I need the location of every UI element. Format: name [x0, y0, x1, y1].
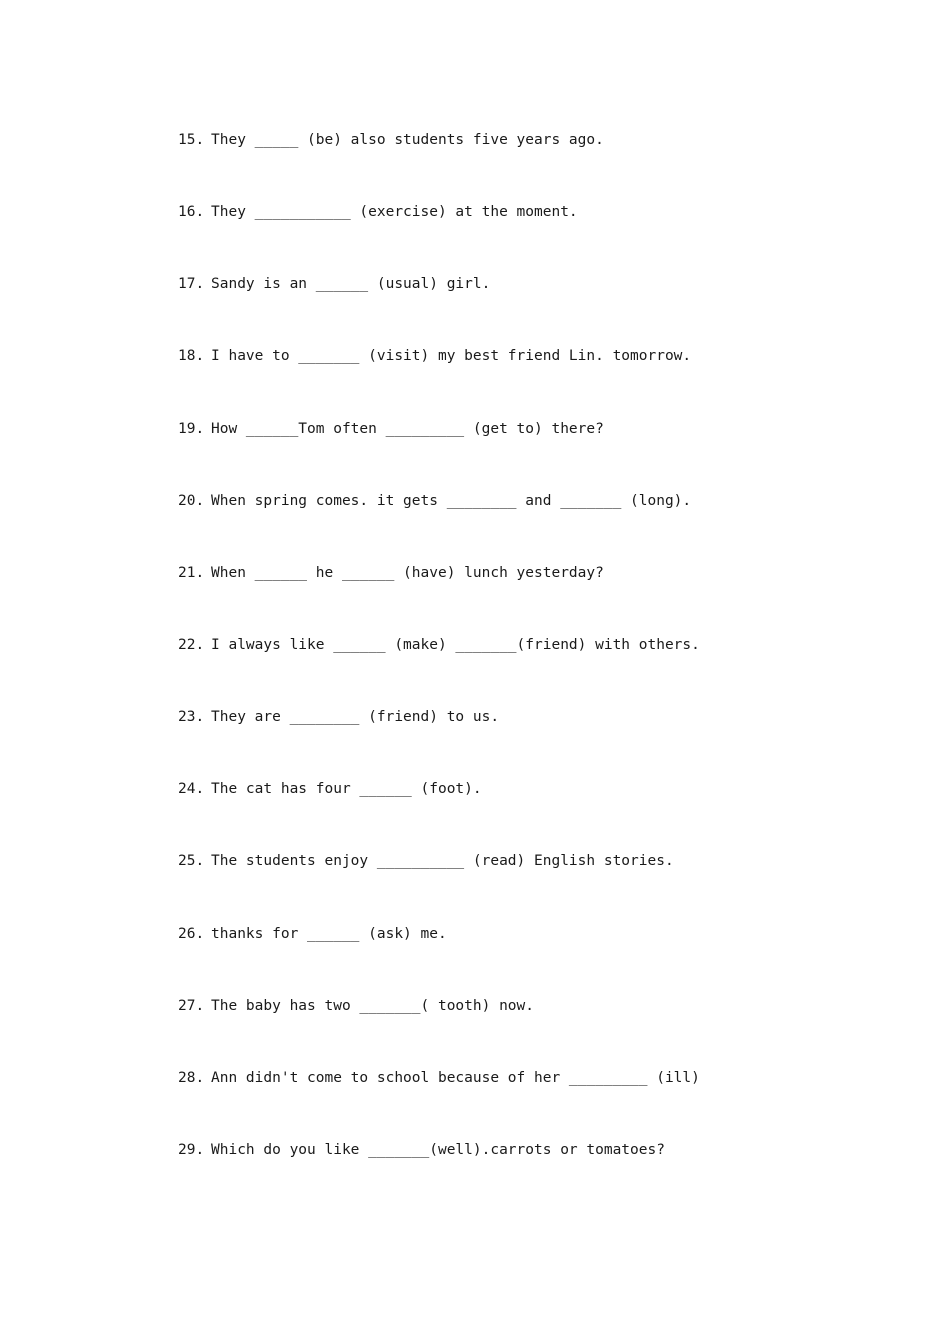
- question-number: 28.: [178, 1070, 205, 1086]
- question-text: They _____ (be) also students five years ago.: [211, 132, 604, 148]
- question-text: Ann didn't come to school because of her _________ (ill): [211, 1070, 700, 1086]
- question-number: 27.: [178, 998, 205, 1014]
- question-text: I have to _______ (visit) my best friend Lin. tomorrow.: [211, 348, 692, 364]
- question-28: [178, 1069, 700, 1087]
- question-number: 19.: [178, 421, 205, 437]
- question-number: 22.: [178, 637, 205, 653]
- question-text: thanks for ______ (ask) me.: [211, 926, 447, 942]
- question-text: When ______ he ______ (have) lunch yesterday?: [211, 565, 604, 581]
- question-19: [178, 420, 604, 438]
- question-26: [178, 925, 447, 943]
- question-22: [178, 636, 700, 654]
- question-text: The cat has four ______ (foot).: [211, 781, 482, 797]
- question-number: 20.: [178, 493, 205, 509]
- question-29: [178, 1141, 665, 1159]
- question-text: I always like ______ (make) _______(friend) with others.: [211, 637, 700, 653]
- question-20: [178, 492, 691, 510]
- question-text: When spring comes. it gets ________ and _______ (long).: [211, 493, 692, 509]
- question-text: They are ________ (friend) to us.: [211, 709, 500, 725]
- question-number: 21.: [178, 565, 205, 581]
- question-text: How ______Tom often _________ (get to) there?: [211, 421, 604, 437]
- question-number: 17.: [178, 276, 205, 292]
- question-text: The baby has two _______( tooth) now.: [211, 998, 535, 1014]
- question-15: [178, 131, 604, 149]
- question-text: The students enjoy __________ (read) English stories.: [211, 853, 674, 869]
- question-number: 26.: [178, 926, 205, 942]
- question-text: They ___________ (exercise) at the moment.: [211, 204, 578, 220]
- question-number: 15.: [178, 132, 205, 148]
- question-number: 24.: [178, 781, 205, 797]
- question-16: [178, 203, 578, 221]
- question-21: [178, 564, 604, 582]
- question-number: 18.: [178, 348, 205, 364]
- question-text: Which do you like _______(well).carrots or tomatoes?: [211, 1142, 665, 1158]
- question-23: [178, 708, 499, 726]
- question-17: [178, 275, 490, 293]
- question-number: 29.: [178, 1142, 205, 1158]
- question-text: Sandy is an ______ (usual) girl.: [211, 276, 491, 292]
- question-number: 25.: [178, 853, 205, 869]
- question-25: [178, 852, 674, 870]
- question-number: 16.: [178, 204, 205, 220]
- question-27: [178, 997, 534, 1015]
- question-number: 23.: [178, 709, 205, 725]
- question-24: [178, 780, 482, 798]
- question-18: [178, 347, 691, 365]
